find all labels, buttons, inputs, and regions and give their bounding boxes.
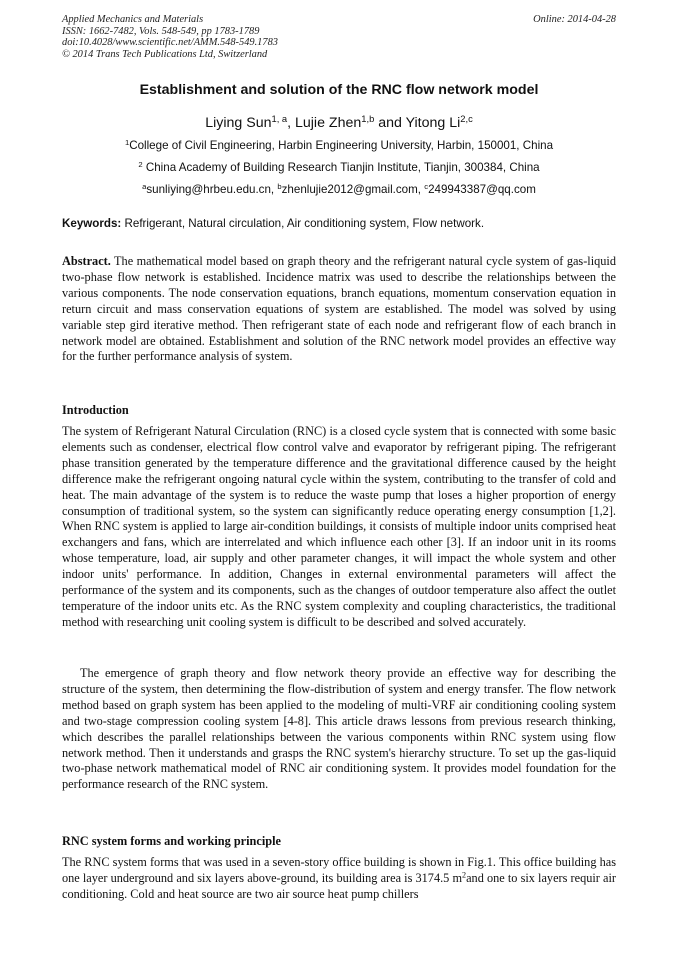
author-superscript: 2,c — [460, 113, 473, 124]
keywords-line — [62, 217, 616, 231]
keywords-label: Keywords: — [62, 217, 122, 230]
online-date: Online: 2014-04-28 — [533, 14, 616, 25]
author-name: Liying Sun — [205, 115, 272, 131]
author-name: Yitong Li — [405, 115, 461, 131]
abstract-text: The mathematical model based on graph theory and the refrigerant natural cycle system of gas-liquid two-phase flow network is established. Incidence matrix was used to describe the relationships between the various components. The node conservation equations, branch equations, momentum conservation equation in return circuit and mass conservation equations of system are established. The model was solved by using variable step gird iterative method. Then refrigerant state of each node and refrigerant flow of each branch in network model are obtained. Establishment and solution of the RNC network model provides an effective way for the further performance analysis of system. — [62, 254, 616, 364]
doi-line: doi:10.4028/www.scientific.net/AMM.548-549.1783 — [62, 37, 278, 49]
author-list — [62, 114, 616, 132]
affiliation-superscript: 1 — [124, 137, 130, 147]
email-superscript: c — [424, 181, 429, 191]
abstract-paragraph — [62, 254, 616, 365]
journal-name: Applied Mechanics and Materials — [62, 14, 204, 25]
email-list — [62, 183, 616, 197]
affiliation-1 — [62, 139, 616, 153]
affiliation-text: China Academy of Building Research Tianjin Institute, Tianjin, 300384, China — [142, 161, 540, 174]
author-superscript: 1, a — [271, 113, 288, 124]
keywords-text: Refrigerant, Natural circulation, Air conditioning system, Flow network. — [121, 217, 485, 230]
affiliation-text: College of Civil Engineering, Harbin Engineering University, Harbin, 150001, China — [129, 139, 554, 152]
abstract-label: Abstract. — [62, 254, 111, 268]
rnc-section-heading: RNC system forms and working principle — [62, 834, 281, 848]
affiliation-2 — [62, 161, 616, 175]
email-superscript: a — [142, 181, 147, 191]
author-separator: and — [374, 115, 406, 131]
introduction-heading: Introduction — [62, 403, 129, 417]
author-separator: , — [287, 115, 295, 131]
author-name: Lujie Zhen — [295, 115, 362, 131]
introduction-paragraph-2: The emergence of graph theory and flow network theory provide an effective way for describing the structure of the system, then determining the flow-distribution of system and energy transfer. The flow network method based on graph system has been applied to the modeling of multi-VRF air conditioning cooling system and two-stage compression cooling system [4-8]. This article draws lessons from previous research thinking, which describes the parallel relationships between the various components within RNC system using flow network method. Then it understands and grasps the RNC system's hierarchy structure. To set up the gas-liquid two-phase network mathematical model of RNC air conditioning system. It provides model foundation for the performance research of the RNC system. — [62, 666, 616, 792]
rnc-section-paragraph-1 — [62, 855, 616, 903]
journal-header — [62, 14, 616, 60]
rnc-paragraph-text-cont: and one to six layers requir air conditioning. Cold and heat source are two air source heat pump chillers — [62, 870, 616, 901]
email-address: sunliying@hrbeu.edu.cn, — [146, 183, 278, 196]
email-address: 249943387@qq.com — [428, 183, 536, 196]
issn-line: ISSN: 1662-7482, Vols. 548-549, pp 1783-1789 — [62, 25, 260, 37]
paper-title: Establishment and solution of the RNC flow network model — [139, 82, 539, 98]
area-unit-superscript: 2 — [462, 870, 467, 880]
email-address: zhenlujie2012@gmail.com, — [281, 183, 425, 196]
introduction-paragraph-1: The system of Refrigerant Natural Circulation (RNC) is a closed cycle system that is connected with some basic elements such as condenser, electrical flow control valve and evaporator by refrigerant piping. The refrigerant phase transition generated by the temperature difference and the gravitational difference caused by the height difference make the refrigerant ongoing natural cycle within the system, contributing to the transfer of cold and heat. The main advantage of the system is to reduce the waste pump that loses a higher proportion of energy consumption of traditional system, so the system can significantly reduce operating energy consumption [1,2]. When RNC system is applied to large air-condition buildings, it consists of multiple indoor units comprised heat exchangers and fans, which are interrelated and which influence each other [3]. If an indoor unit in its rooms whose temperature, load, air supply and other parameter changes, it will impact the whole system and other indoor units' performance. In addition, Changes in external environmental parameters will affect the performance of the system and its components, such as the changes of outdoor temperature also affect the outlet temperature of the indoor units etc. As the RNC system complexity and coupling characteristics, the traditional method with researching unit cooling system is difficult to be described and solved accurately. — [62, 424, 616, 629]
affiliation-superscript: 2 — [138, 159, 143, 169]
email-superscript: b — [277, 181, 282, 191]
rnc-paragraph-text: The RNC system forms that was used in a seven-story office building is shown in Fig.1. This office building has one layer underground and six layers above-ground, its building area is 3174.5 m — [62, 855, 616, 885]
copyright-line: © 2014 Trans Tech Publications Ltd, Switzerland — [62, 48, 268, 60]
author-superscript: 1,b — [361, 113, 375, 124]
